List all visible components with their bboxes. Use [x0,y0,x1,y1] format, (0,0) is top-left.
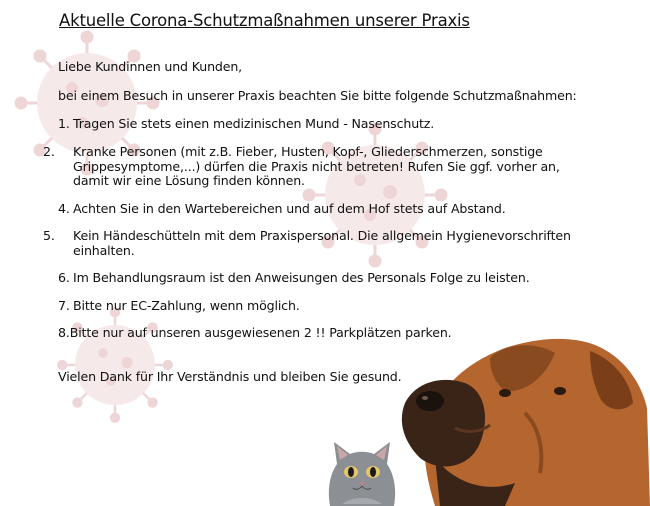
list-item-text: Bitte nur auf unseren ausgewiesenen 2 !! Parkplätzen parken. [69,325,452,340]
list-item [58,271,598,286]
list-item-text: Kranke Personen (mit z.B. Fieber, Husten, Kopf-, Gliederschmerzen, sonstige Grippesymptome,...) dürfen die Praxis nicht betreten! Rufen Sie ggf. vorher an, damit wir eine Lösung finden können. [73,144,560,188]
coronavirus-watermark-icon [55,305,175,425]
list-item-text: Im Behandlungsraum ist den Anweisungen des Personals Folge zu leisten. [73,270,530,285]
list-item-text: Achten Sie in den Wartebereichen und auf dem Hof stets auf Abstand. [73,201,506,216]
list-item-text: Tragen Sie stets einen medizinischen Mund - Nasenschutz. [73,116,435,131]
list-item [43,228,593,258]
page-title: Aktuelle Corona-Schutzmaßnahmen unserer Praxis [59,11,470,30]
list-item-number: 7. [58,298,70,313]
greeting: Liebe Kundinnen und Kunden, [58,59,243,74]
list-item-number: 5. [43,228,55,243]
list-item-text: Bitte nur EC-Zahlung, wenn möglich. [73,298,300,313]
grey-cat-illustration [322,434,402,506]
list-item-number: 2. [43,144,55,159]
intro-text: bei einem Besuch in unserer Praxis beachten Sie bitte folgende Schutzmaßnahmen: [58,88,577,103]
closing-text: Vielen Dank für Ihr Verständnis und bleiben Sie gesund. [58,369,402,384]
list-item-number: 8. [58,325,70,340]
list-item [43,144,583,189]
mastiff-dog-illustration [395,333,650,506]
list-item-text: Kein Händeschütteln mit dem Praxispersonal. Die allgemein Hygienevorschriften einhalten. [73,228,571,258]
list-item [58,299,598,314]
list-item [58,202,598,217]
list-item-number: 4. [58,201,70,216]
list-item-number: 1. [58,116,70,131]
list-item [58,117,598,132]
list-item-number: 6. [58,270,70,285]
